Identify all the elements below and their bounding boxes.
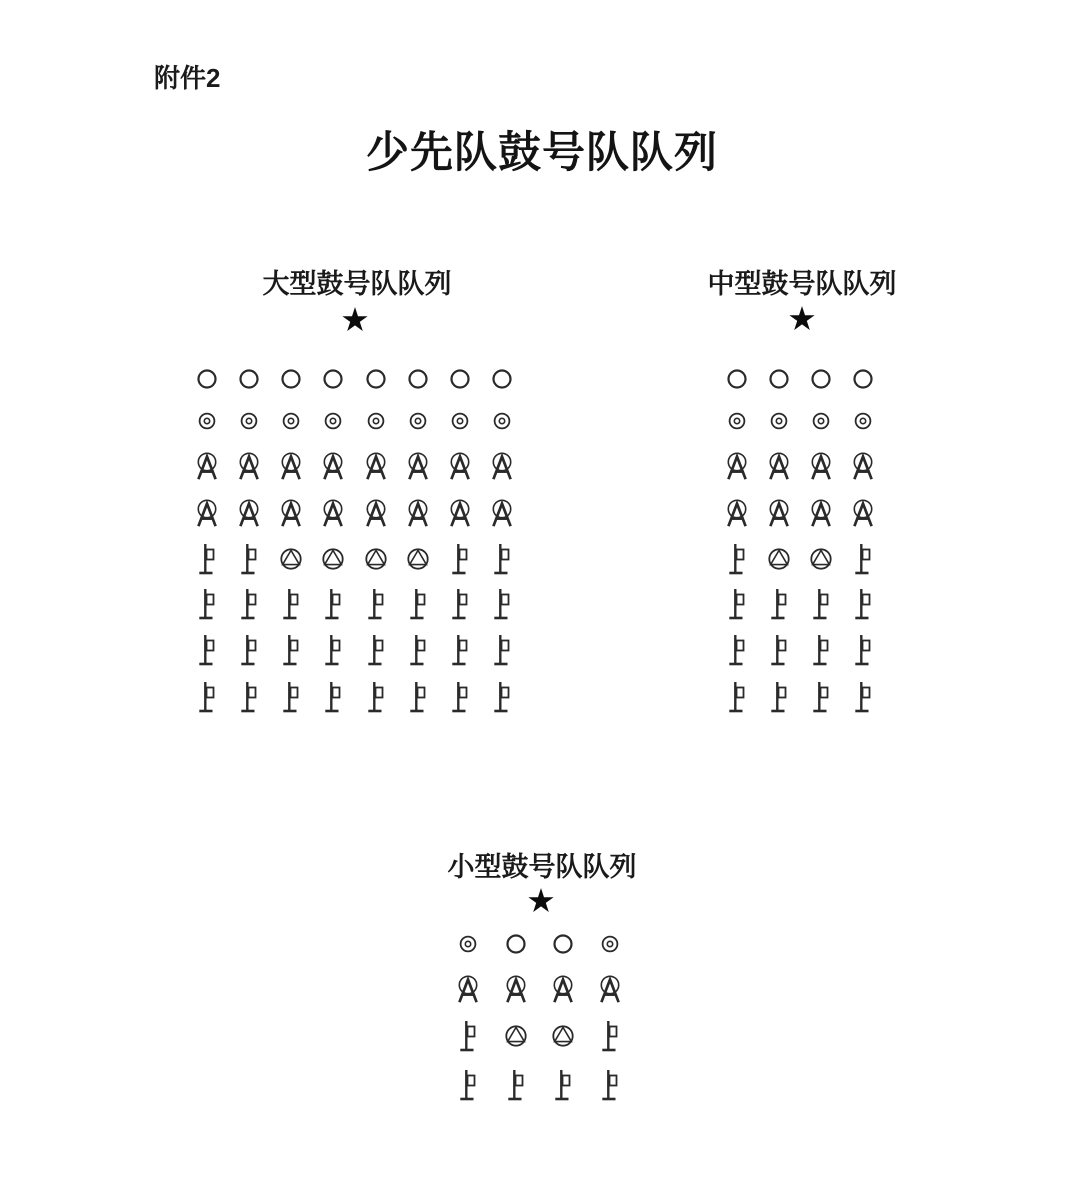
star-icon: ★ [788,304,816,335]
circle-symbol [506,934,526,954]
flag-symbol [602,1020,619,1052]
double-circle-symbol [459,935,477,953]
horn-symbol [598,975,622,1003]
formation-title-small: 小型鼓号队队列 [447,852,637,882]
cymbal-symbol [552,1025,574,1047]
page-title: 少先队鼓号队队列 [366,130,718,177]
flag-symbol [460,1069,477,1101]
formation-title-large: 大型鼓号队队列 [262,269,452,299]
circle-symbol [553,934,573,954]
horn-symbol [456,975,480,1003]
flag-symbol [555,1069,572,1101]
double-circle-symbol [601,935,619,953]
star-icon: ★ [527,886,555,917]
attachment-label: 附件2 [154,63,221,93]
flag-symbol [460,1020,477,1052]
cymbal-symbol [505,1025,527,1047]
horn-symbol [504,975,528,1003]
flag-symbol [602,1069,619,1101]
flag-symbol [508,1069,525,1101]
horn-symbol [551,975,575,1003]
formation-title-medium: 中型鼓号队队列 [707,269,897,299]
star-icon: ★ [341,305,369,336]
